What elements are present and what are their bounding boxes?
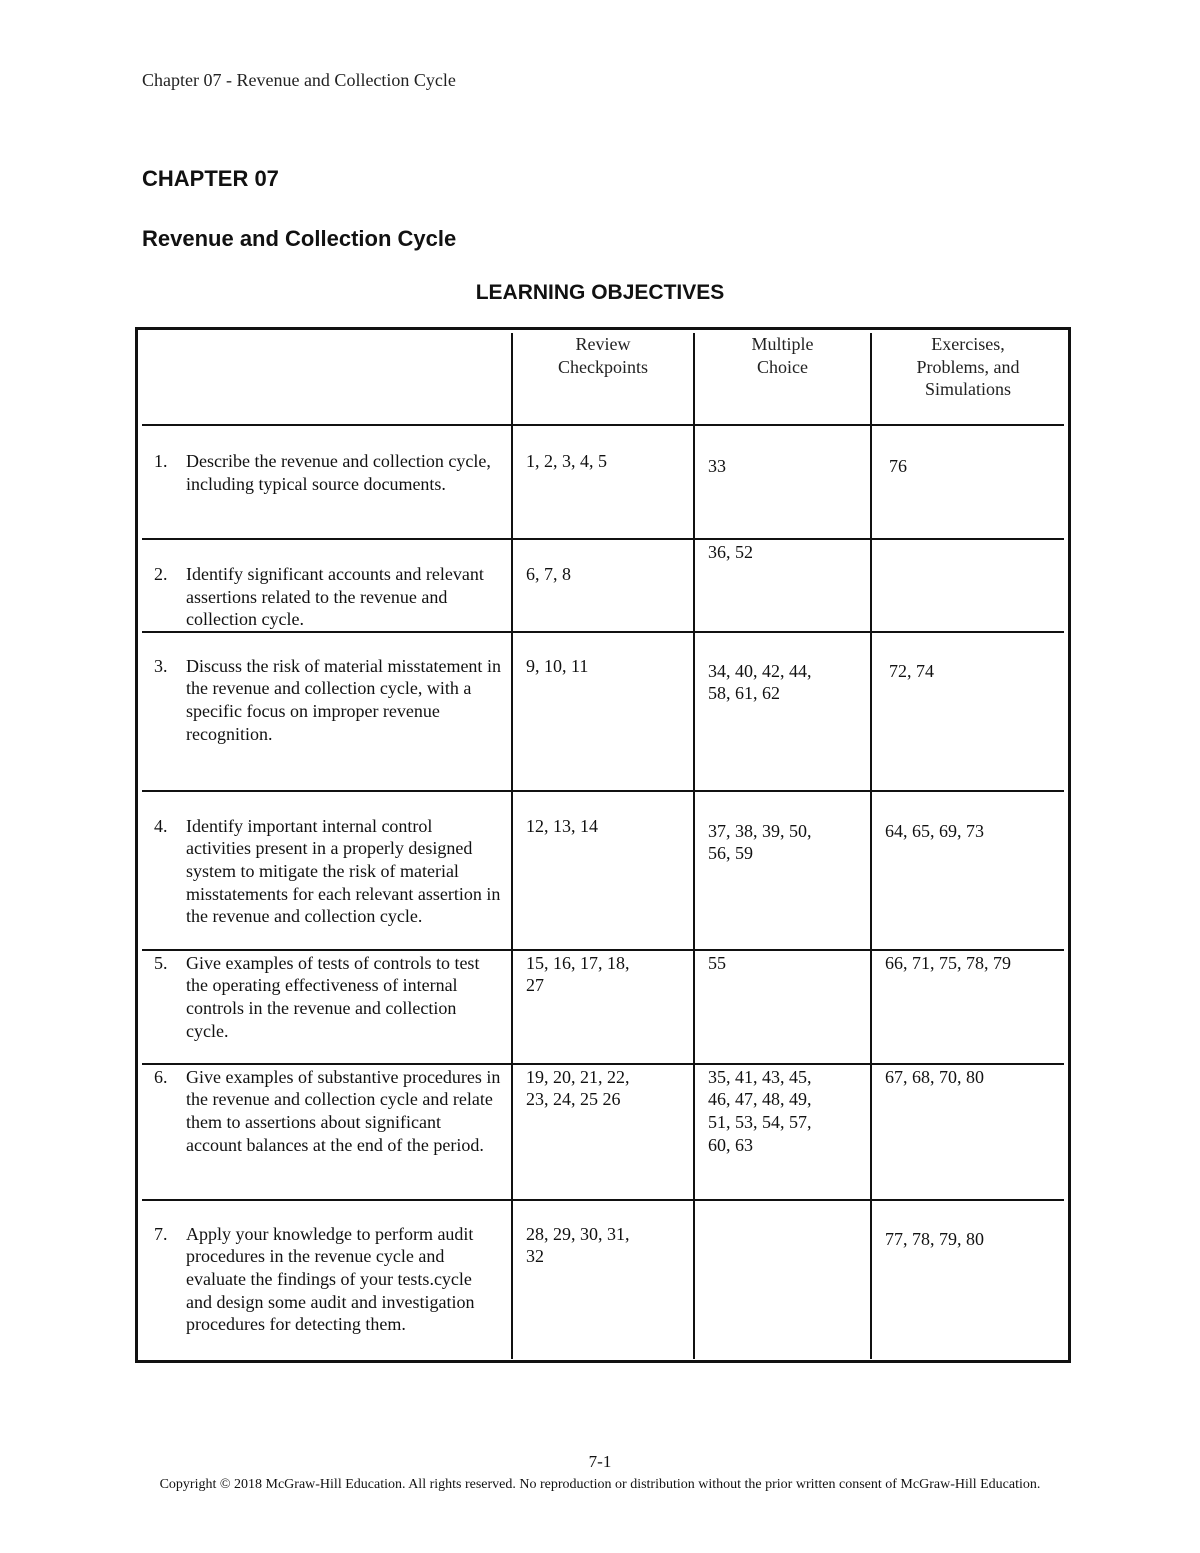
header-cell-multiple-choice: Multiple Choice	[694, 333, 871, 425]
objective-number: 7.	[154, 1223, 168, 1244]
exercises-cell: 67, 68, 70, 80	[871, 1064, 1064, 1200]
objective-cell	[142, 539, 512, 632]
table-row	[142, 425, 1064, 539]
objective-text: Apply your knowledge to perform audit procedures in the revenue cycle and evaluate the findings of your tests.cycle and design some audit and investigation procedures for detecting them.	[186, 1223, 475, 1335]
exercises-cell: 77, 78, 79, 80	[871, 1200, 1064, 1359]
multiple-choice-cell: 34, 40, 42, 44, 58, 61, 62	[694, 632, 871, 791]
objective-cell	[142, 632, 512, 791]
table-row	[142, 539, 1064, 632]
objective-text: Discuss the risk of material misstatement in the revenue and collection cycle, with a specific focus on improper revenue recognition.	[186, 655, 501, 744]
objective-text: Give examples of substantive procedures in the revenue and collection cycle and relate them to assertions about significant account balances at the end of the period.	[186, 1066, 501, 1155]
objective-cell	[142, 791, 512, 950]
learning-objectives-table	[142, 333, 1064, 1359]
table-row	[142, 632, 1064, 791]
page-number: 7-1	[588, 1452, 612, 1471]
objective-number: 6.	[154, 1066, 168, 1087]
review-checkpoints-cell: 19, 20, 21, 22, 23, 24, 25 26	[512, 1064, 694, 1200]
table-header-row	[142, 333, 1064, 425]
chapter-number: CHAPTER 07	[142, 166, 279, 191]
multiple-choice-cell: 33	[694, 425, 871, 539]
objective-cell	[142, 950, 512, 1064]
review-checkpoints-cell: 1, 2, 3, 4, 5	[512, 425, 694, 539]
table-row	[142, 950, 1064, 1064]
exercises-cell: 66, 71, 75, 78, 79	[871, 950, 1064, 1064]
table-row	[142, 1064, 1064, 1200]
multiple-choice-cell: 35, 41, 43, 45, 46, 47, 48, 49, 51, 53, 54, 57, 60, 63	[694, 1064, 871, 1200]
objective-number: 5.	[154, 952, 168, 973]
header-cell-review-checkpoints: Review Checkpoints	[512, 333, 694, 425]
chapter-title: Revenue and Collection Cycle	[142, 226, 457, 251]
header-cell-exercises: Exercises, Problems, and Simulations	[871, 333, 1064, 425]
objective-text: Give examples of tests of controls to test the operating effectiveness of internal controls in the revenue and collection cycle.	[186, 952, 480, 1041]
multiple-choice-cell: 55	[694, 950, 871, 1064]
running-header: Chapter 07 - Revenue and Collection Cycle	[142, 70, 456, 90]
table-row	[142, 791, 1064, 950]
objective-cell	[142, 1064, 512, 1200]
objective-text: Identify significant accounts and relevant assertions related to the revenue and collection cycle.	[186, 564, 484, 630]
objective-number: 3.	[154, 655, 168, 676]
objective-number: 1.	[154, 451, 168, 471]
section-heading: LEARNING OBJECTIVES	[475, 281, 725, 304]
exercises-cell	[871, 539, 1064, 632]
multiple-choice-cell: 36, 52	[694, 539, 871, 632]
objective-cell	[142, 425, 512, 539]
exercises-cell: 72, 74	[871, 632, 1064, 791]
header-cell-objective	[142, 333, 512, 425]
review-checkpoints-cell: 28, 29, 30, 31, 32	[512, 1200, 694, 1359]
objective-cell	[142, 1200, 512, 1359]
exercises-cell: 76	[871, 425, 1064, 539]
copyright-notice: Copyright © 2018 McGraw-Hill Education. All rights reserved. No reproduction or distribution without the prior written consent of McGraw-Hill Education.	[159, 1477, 1041, 1492]
review-checkpoints-cell: 12, 13, 14	[512, 791, 694, 950]
review-checkpoints-cell: 15, 16, 17, 18, 27	[512, 950, 694, 1064]
review-checkpoints-cell: 6, 7, 8	[512, 539, 694, 632]
objective-text: Identify important internal control activities present in a properly designed system to mitigate the risk of material misstatements for each relevant assertion in the revenue and collection cycle.	[186, 815, 501, 927]
exercises-cell: 64, 65, 69, 73	[871, 791, 1064, 950]
objective-text: Describe the revenue and collection cycle, including typical source documents.	[186, 451, 491, 494]
objective-number: 2.	[154, 564, 168, 584]
learning-objectives-table-frame	[135, 327, 1071, 1363]
table-row	[142, 1200, 1064, 1359]
multiple-choice-cell: 37, 38, 39, 50, 56, 59	[694, 791, 871, 950]
review-checkpoints-cell: 9, 10, 11	[512, 632, 694, 791]
objective-number: 4.	[154, 815, 168, 836]
multiple-choice-cell	[694, 1200, 871, 1359]
